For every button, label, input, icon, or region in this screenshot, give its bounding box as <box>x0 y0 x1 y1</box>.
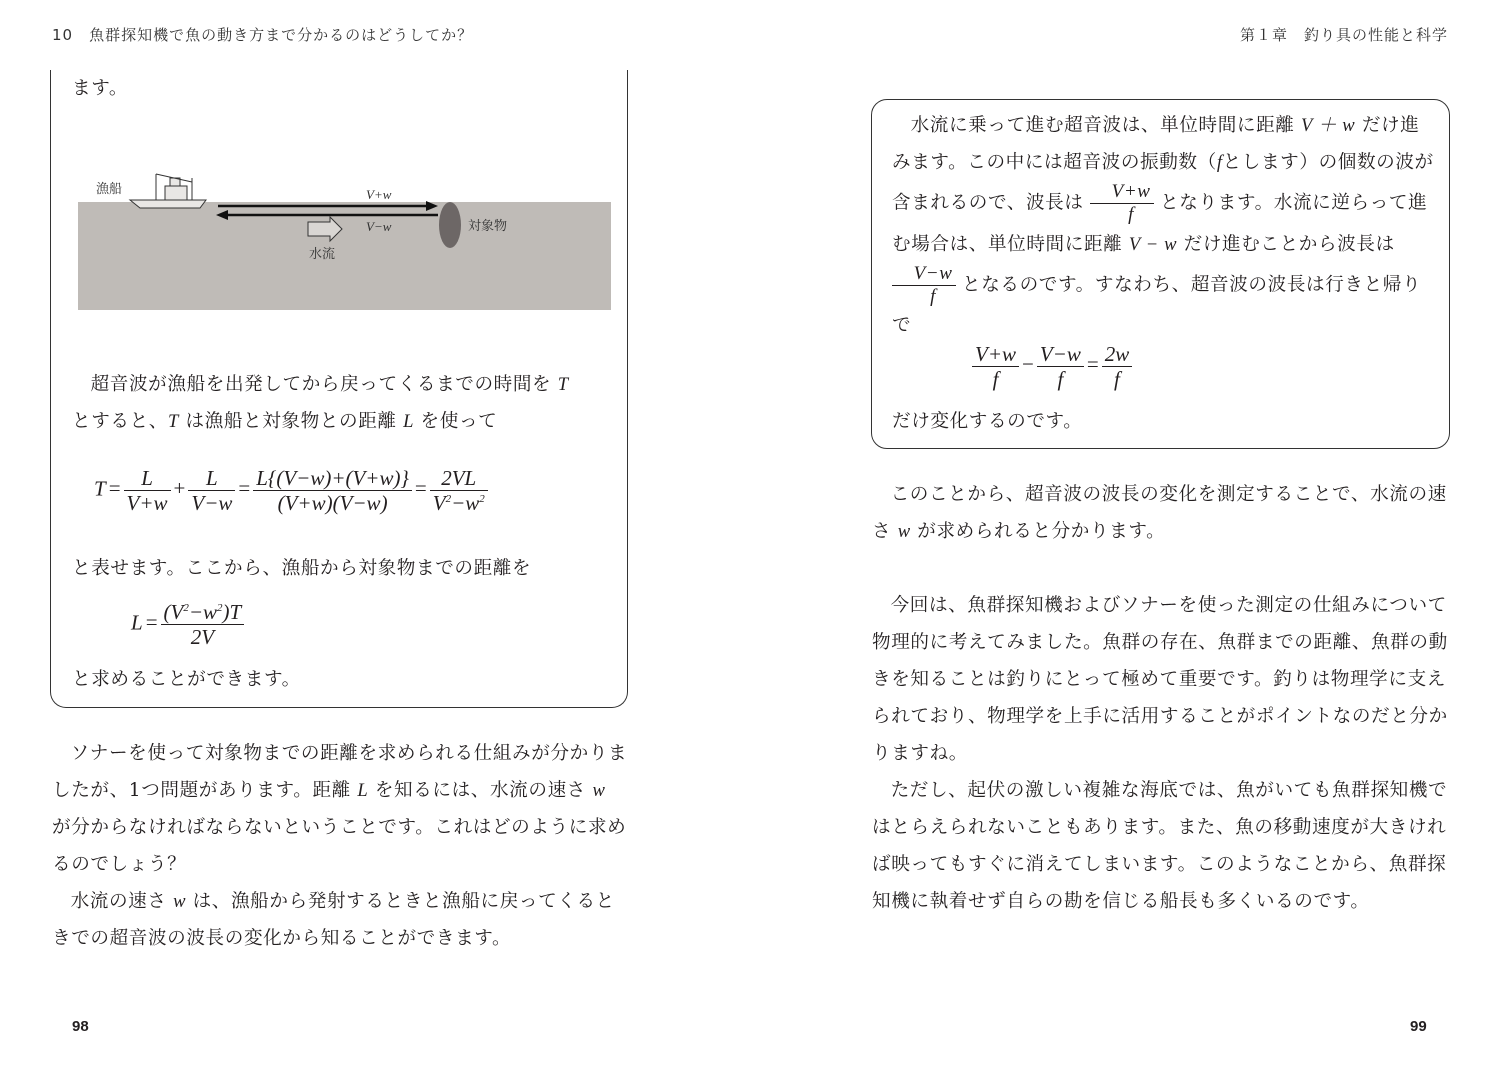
right-body-paragraph-2: 今回は、魚群探知機およびソナーを使った測定の仕組みについて物理的に考えてみました。魚群の存在、魚群までの距離、魚群の動きを知ることは釣りにとって極めて重要です。釣りは物理学に支えられており、物理学を上手に活用することがポイントなのだと分かりますね。 <box>872 595 1448 764</box>
current-label: 水流 <box>309 247 336 262</box>
math-var: w <box>173 891 187 912</box>
numerator: L <box>188 466 235 491</box>
text-run: とすると、 <box>72 411 168 432</box>
math-text: )T <box>222 600 242 624</box>
numerator: L <box>124 466 171 491</box>
fraction <box>188 466 235 515</box>
math-text: (V <box>163 600 184 624</box>
sonar-diagram <box>60 160 630 320</box>
equation-distance <box>131 600 244 649</box>
right-box-paragraph <box>892 107 1434 344</box>
text-run: が求められると分かります。 <box>910 521 1166 542</box>
fraction <box>124 466 171 515</box>
numerator: V+w <box>1090 181 1154 204</box>
page-number-left: 98 <box>72 1018 89 1035</box>
fraction-downstream <box>892 263 956 308</box>
text-run: を使って <box>414 411 498 432</box>
running-header-left: 10 魚群探知機で魚の動き方まで分かるのはどうしてか？ <box>52 26 474 44</box>
denominator: f <box>1114 367 1120 392</box>
math-op: = <box>108 476 121 501</box>
text-run: このことから、超音波の波長の変化を測定することで、水流の速さ <box>872 484 1447 542</box>
math-var: L <box>131 610 143 635</box>
denominator: V+w <box>126 491 168 516</box>
numerator: 2VL <box>430 466 488 491</box>
denominator: f <box>992 367 999 392</box>
exponent: 2 <box>479 493 485 506</box>
denominator <box>430 491 488 515</box>
exponent: 2 <box>183 602 189 614</box>
math-var: T <box>557 374 569 395</box>
math-op: − <box>1022 352 1034 377</box>
math-var: T <box>167 411 179 432</box>
math-text: −w <box>451 491 480 516</box>
denominator: (V+w)(V−w) <box>277 491 388 516</box>
math-op: + <box>173 476 186 501</box>
text-run: は漁船と対象物との距離 <box>178 411 404 432</box>
math-op: = <box>414 476 427 501</box>
equation-time <box>94 466 488 515</box>
left-body-paragraph-2 <box>52 883 630 957</box>
math-var: w <box>592 780 606 801</box>
math-var: L <box>357 780 369 801</box>
fraction <box>972 342 1019 391</box>
left-box-continuation: ます。 <box>72 78 129 99</box>
running-header-right: 第１章 釣り具の性能と科学 <box>1239 26 1448 44</box>
text-run: だけ進みます。この中には超音波の振動数（ <box>892 115 1420 173</box>
numerator: L{(V−w)+(V+w)} <box>253 466 412 491</box>
math-var: w <box>897 521 911 542</box>
fraction <box>1037 342 1084 391</box>
denominator: V−w <box>191 491 233 516</box>
math-var: f <box>1216 152 1223 173</box>
numerator <box>161 600 245 625</box>
numerator: V+w <box>972 342 1019 367</box>
math-expr: V ＋ w <box>1300 115 1356 136</box>
numerator: V−w <box>892 263 956 286</box>
left-box-paragraph-1 <box>72 366 612 440</box>
left-box-paragraph-3: と求めることができます。 <box>72 669 301 690</box>
denominator: 2V <box>190 625 215 650</box>
boat-label: 漁船 <box>96 182 123 197</box>
text-run: は、漁船から発射するときと漁船に戻ってくるときでの超音波の波長の変化から知ることができます。 <box>52 891 615 949</box>
text-run: となります。水流に逆らって進む場合は、単位時間に距離 <box>892 192 1428 255</box>
right-box-closing: だけ変化するのです。 <box>892 411 1083 432</box>
math-expr: V − w <box>1128 233 1178 255</box>
fishing-boat-icon <box>130 174 206 208</box>
text-run: ソナーを使って対象物までの距離を求められる仕組みが分かりましたが、1つ問題があります。距離 <box>52 743 628 801</box>
target-object <box>439 202 461 248</box>
fraction <box>253 466 412 515</box>
target-label: 対象物 <box>468 219 508 234</box>
math-var: L <box>403 411 415 432</box>
fraction <box>161 600 245 649</box>
text-run: 超音波が漁船を出発してから戻ってくるまでの時間を <box>90 374 558 395</box>
text-run: 水流に乗って進む超音波は、単位時間に距離 <box>910 115 1301 136</box>
page-number-right: 99 <box>1410 1018 1427 1035</box>
right-body-paragraph-1 <box>872 476 1450 550</box>
exponent: 2 <box>217 602 223 614</box>
water-area <box>78 202 611 310</box>
math-op: = <box>1086 352 1099 377</box>
denominator: f <box>1057 367 1064 392</box>
math-text: V <box>432 491 446 516</box>
numerator: 2w <box>1102 342 1133 367</box>
upper-arrow-label: V+w <box>366 187 392 202</box>
exponent: 2 <box>445 493 452 506</box>
denominator: f <box>930 285 936 307</box>
fraction-upstream <box>1090 181 1154 226</box>
right-body-paragraph-3: ただし、起伏の激しい複雑な海底では、魚がいても魚群探知機ではとらえられないこともあります。また、魚の移動速度が大きければ映ってもすぐに消えてしまいます。このようなことから、魚群探知機に執着せず自らの勘を信じる船長も多くいるのです。 <box>872 780 1448 912</box>
text-run: だけ進むことから波長は <box>1177 233 1395 255</box>
fraction <box>430 466 488 515</box>
text-run: とします）の個数の波が含まれるので、波長は <box>892 152 1434 214</box>
text-run: となるのです。すなわち、超音波の波長は行きと帰りで <box>892 274 1422 337</box>
fraction <box>1102 342 1133 391</box>
left-box-paragraph-2: と表せます。ここから、漁船から対象物までの距離を <box>72 558 532 579</box>
left-body-paragraph-1 <box>52 735 630 883</box>
numerator: V−w <box>1037 342 1084 367</box>
equation-wavelength-change <box>972 342 1132 391</box>
math-var: T <box>94 476 106 501</box>
text-run: 水流の速さ <box>70 891 174 912</box>
text-run: を知るには、水流の速さ <box>368 780 593 801</box>
math-op: = <box>145 610 158 635</box>
lower-arrow-label: V−w <box>366 219 392 234</box>
math-text: −w <box>188 600 218 624</box>
denominator: f <box>1128 203 1135 225</box>
math-op: = <box>238 476 251 501</box>
text-run: が分からなければならないということです。これはどのように求めるのでしょう？ <box>52 817 627 875</box>
